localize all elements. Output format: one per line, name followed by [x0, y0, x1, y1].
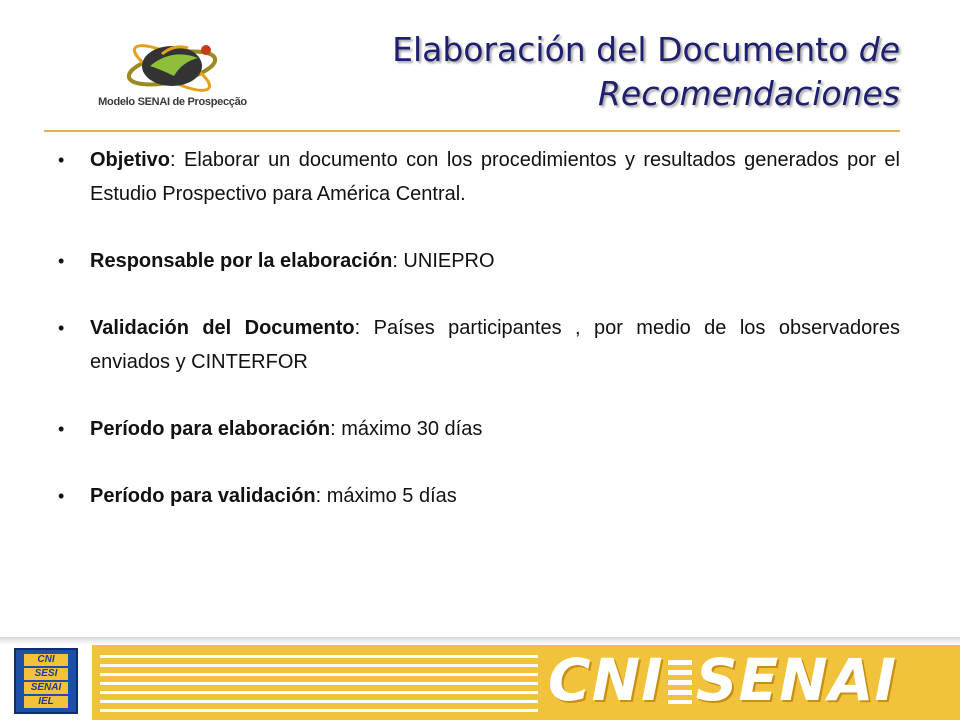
bullet-list — [58, 143, 900, 546]
senai-prospeccao-logo — [80, 36, 265, 118]
brand-box-sesi: SESI — [24, 668, 68, 680]
logo-separator-icon — [668, 660, 692, 704]
bullet-validacion — [58, 311, 900, 379]
bullet-label: Validación del Documento — [90, 317, 355, 339]
bullet-dot-icon: • — [58, 318, 65, 338]
bullet-text: : máximo 5 días — [315, 485, 457, 507]
bullet-label: Objetivo — [90, 149, 171, 171]
cni-senai-logo — [548, 648, 897, 712]
bullet-label: Responsable por la elaboración — [90, 250, 393, 272]
bullet-text: : UNIEPRO — [392, 250, 495, 272]
bullet-label: Período para validación — [90, 485, 316, 507]
bullet-dot-icon: • — [58, 150, 65, 170]
system-brand-box — [14, 648, 78, 714]
bullet-text: : máximo 30 días — [330, 418, 483, 440]
brand-box-senai: SENAI — [24, 682, 68, 694]
bullet-dot-icon: • — [58, 419, 65, 439]
title-line-1-italic: de — [858, 30, 900, 69]
senai-wordmark: SENAI — [695, 646, 898, 714]
title-line-2: Recomendaciones — [597, 74, 900, 113]
title-divider — [44, 130, 900, 132]
bullet-objetivo — [58, 143, 900, 211]
bullet-periodo-elaboracion — [58, 412, 900, 446]
title-line-1 — [340, 28, 900, 72]
bullet-dot-icon: • — [58, 251, 65, 271]
title-line-1-main: Elaboración del Documento — [392, 30, 849, 69]
cni-wordmark: CNI — [548, 646, 664, 714]
atom-logo-icon — [102, 36, 242, 98]
footer-stripes — [100, 655, 538, 717]
bullet-label: Período para elaboración — [90, 418, 331, 440]
footer-divider — [0, 637, 960, 645]
bullet-periodo-validacion — [58, 479, 900, 513]
slide-title — [340, 28, 900, 116]
logo-caption: Modelo SENAI de Prospecção — [98, 96, 247, 108]
bullet-dot-icon: • — [58, 486, 65, 506]
bullet-text: : Elaborar un documento con los procedimientos y resultados generados por el Estudio Prospectivo para América Central. — [90, 149, 900, 205]
bullet-responsable — [58, 244, 900, 278]
bullet-text: : Países participantes , por medio de los observadores enviados y CINTERFOR — [90, 317, 900, 373]
brand-box-cni: CNI — [24, 654, 68, 666]
brand-box-iel: IEL — [24, 696, 68, 708]
